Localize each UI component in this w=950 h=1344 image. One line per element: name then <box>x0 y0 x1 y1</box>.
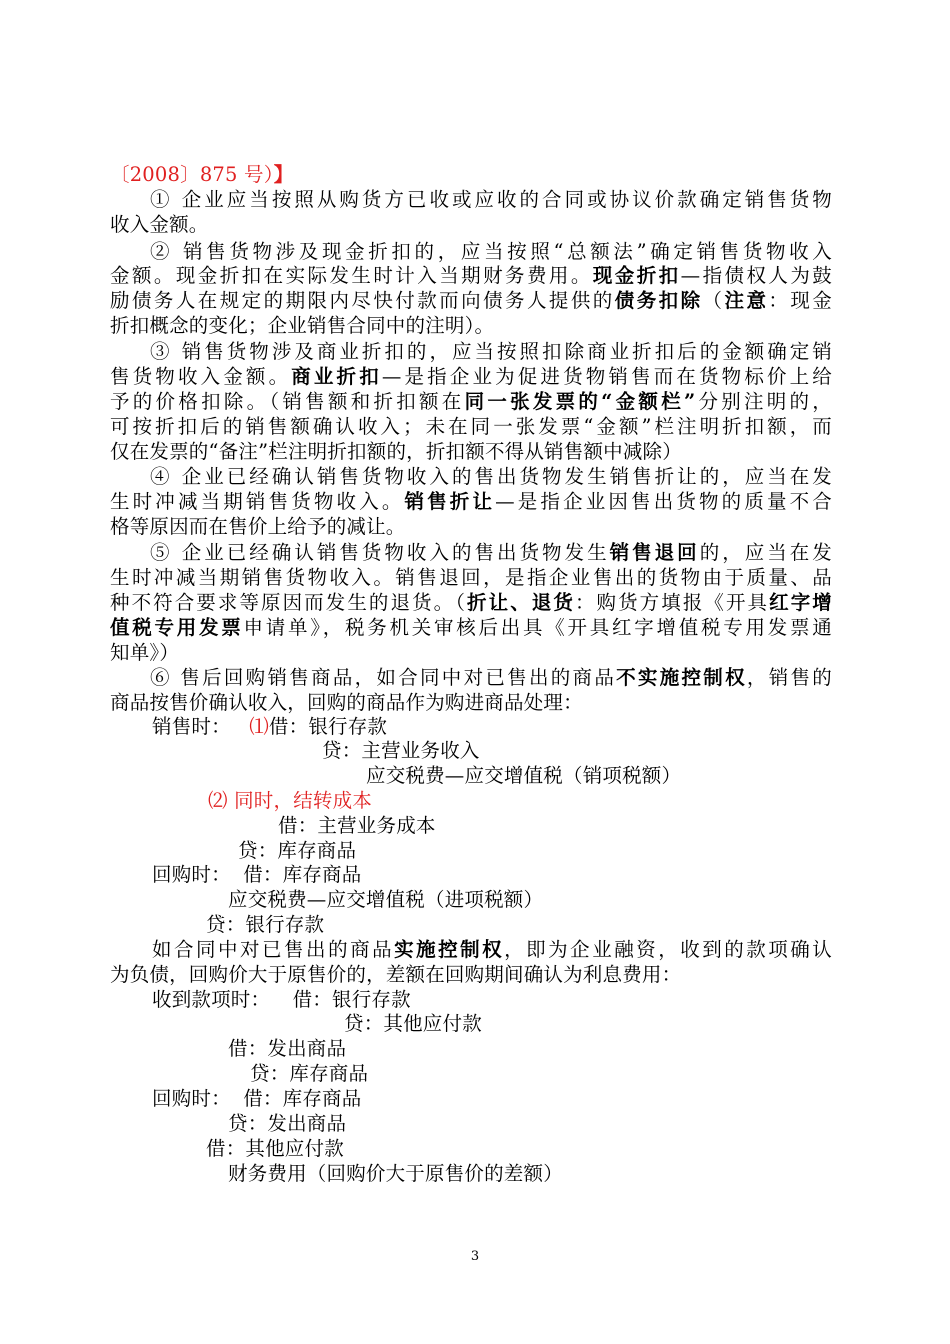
buyback-entry-line <box>152 862 361 887</box>
para3-line4: 可按折扣后的销售额确认收入；未在同一张发票“金额”栏注明折扣额，而 <box>110 415 832 438</box>
debit-finance-expense: 财务费用（回购价大于原售价的差额） <box>228 1162 563 1185</box>
para5-line4 <box>110 615 832 640</box>
debit-inventory-2: 借：库存商品 <box>243 1087 362 1110</box>
para4-line2-tail: —是指企业因售出货物的质量不合 <box>495 490 832 513</box>
debit-inventory: 借：库存商品 <box>243 863 362 886</box>
para3-line5: 仅在发票的“备注”栏注明折扣额的，折扣额不得从销售额中减除） <box>110 440 682 463</box>
para2-line2-tail: —指债权人为鼓 <box>680 264 833 287</box>
para7-line2: 为负债，回购价大于原售价的，差额在回购期间确认为利息费用： <box>110 963 682 986</box>
term-with-control: 实施控制权 <box>394 938 505 961</box>
para5-line5: 知单》） <box>110 641 180 664</box>
para2-line3-tail: ：现金 <box>768 289 832 312</box>
para5-line3 <box>110 590 832 615</box>
debit-input-vat: 应交税费—应交增值税（进项税额） <box>228 888 544 911</box>
para5-line4-tail: 申请单》，税务机关审核后出具《开具红字增值税专用发票通 <box>243 616 832 639</box>
term-no-control: 不实施控制权 <box>616 666 747 689</box>
credit-other-payables: 贷：其他应付款 <box>344 1012 482 1035</box>
para2-line3-text: 励债务人在规定的期限内尽快付款而向债务人提供的 <box>110 289 615 312</box>
credit-revenue: 贷：主营业务收入 <box>322 739 480 762</box>
credit-inventory: 贷：库存商品 <box>238 839 357 862</box>
para3-line2-text: 售货物收入金额。 <box>110 365 292 388</box>
para2-line1: ② 销售货物涉及现金折扣的，应当按照“总额法”确定销售货物收入 <box>150 240 832 263</box>
para3-line3-text: 予的价格扣除。（销售额和折扣额在 <box>110 390 465 413</box>
buyback-entry-line-2 <box>152 1086 361 1111</box>
para2-line3 <box>110 288 832 313</box>
para6-line1 <box>150 665 832 690</box>
term-same-invoice: 同一张发票的“金额栏” <box>464 390 696 413</box>
credit-inventory-2: 贷：库存商品 <box>250 1062 369 1085</box>
reference-number: 〔2008〕875 号） <box>110 163 274 186</box>
debit-bank-deposit: 借：银行存款 <box>268 715 388 738</box>
reference-bracket: 】 <box>273 163 294 186</box>
para2-line4: 折扣概念的变化；企业销售合同中的注明）。 <box>110 314 495 337</box>
para2-line2 <box>110 263 832 288</box>
para6-line1-text: ⑥ 售后回购销售商品，如合同中对已售出的商品 <box>150 666 617 689</box>
para6-line1-tail: ，销售的 <box>746 666 832 689</box>
term-sales-allowance: 销售折让 <box>404 490 496 513</box>
para4-line2 <box>110 489 832 514</box>
para5-line2: 生时冲减当期销售货物收入。销售退回，是指企业售出的货物由于质量、品 <box>110 566 832 589</box>
para3-line1: ③ 销售货物涉及商业折扣的，应当按照扣除商业折扣后的金额确定销 <box>150 340 832 363</box>
para4-line3: 格等原因而在售价上给予的减让。 <box>110 515 406 538</box>
term-trade-discount: 商业折扣 <box>291 365 382 388</box>
credit-goods-shipped: 贷：发出商品 <box>228 1112 347 1135</box>
term-red-vat-1: 红字增 <box>769 591 832 614</box>
credit-output-vat: 应交税费—应交增值税（销项税额） <box>366 764 682 787</box>
para3-line2 <box>110 364 832 389</box>
credit-bank-deposit: 贷：银行存款 <box>206 913 325 936</box>
step1-marker: ⑴ <box>249 715 269 738</box>
debit-cost-of-sales: 借：主营业务成本 <box>278 814 436 837</box>
para3-line2-tail: —是指企业为促进货物销售而在货物标价上给 <box>381 365 832 388</box>
step2-transfer-cost: ⑵ 同时，结转成本 <box>208 789 372 812</box>
debit-bank-deposit-2: 借：银行存款 <box>292 988 411 1011</box>
para7-line1 <box>152 937 832 962</box>
term-allowance-return: 折让、退货 <box>467 591 575 614</box>
buyback-label: 回购时： <box>152 863 231 886</box>
term-cash-discount: 现金折扣 <box>592 264 681 287</box>
para5-line1-text: ⑤ 企业已经确认销售货物收入的售出货物发生 <box>150 541 610 564</box>
para7-line1-tail: ，即为企业融资，收到的款项确认 <box>504 938 832 961</box>
buyback-label-2: 回购时： <box>152 1087 231 1110</box>
para3-line3 <box>110 389 832 414</box>
debit-goods-shipped: 借：发出商品 <box>228 1037 347 1060</box>
sale-entry-line <box>152 714 387 739</box>
page-number: 3 <box>470 1249 480 1264</box>
term-note: 注意 <box>724 289 769 312</box>
term-red-vat-2: 值税专用发票 <box>110 616 244 639</box>
para1-line1: ① 企业应当按照从购货方已收或应收的合同或协议价款确定销售货物 <box>150 188 832 211</box>
para7-line1-text: 如合同中对已售出的商品 <box>152 938 395 961</box>
para3-line3-tail: 分别注明的， <box>695 390 833 413</box>
para5-line3-text: 种不符合要求等原因而发生的退货。（ <box>110 591 468 614</box>
para5-line1-tail: 的，应当在发 <box>699 541 832 564</box>
para5-line3-mid: ：购货方填报《开具 <box>574 591 770 614</box>
para6-line2: 商品按售价确认收入，回购的商品作为购进商品处理： <box>110 691 583 714</box>
term-debt-deduction: 债务扣除 <box>614 289 703 312</box>
sale-label: 销售时： <box>152 715 231 738</box>
para4-line2-text: 生时冲减当期销售货物收入。 <box>110 490 405 513</box>
receive-label: 收到款项时： <box>152 988 271 1011</box>
para2-line2-text: 金额。现金折扣在实际发生时计入当期财务费用。 <box>110 264 593 287</box>
debit-other-payables: 借：其他应付款 <box>206 1137 344 1160</box>
para2-line3-paren: （ <box>702 289 725 312</box>
para4-line1: ④ 企业已经确认销售货物收入的售出货物发生销售折让的，应当在发 <box>150 465 832 488</box>
term-sales-return: 销售退回 <box>609 541 700 564</box>
para5-line1 <box>150 540 832 565</box>
reference-line <box>110 162 293 187</box>
receive-entry-line <box>152 987 411 1012</box>
para1-line2: 收入金额。 <box>110 213 209 236</box>
